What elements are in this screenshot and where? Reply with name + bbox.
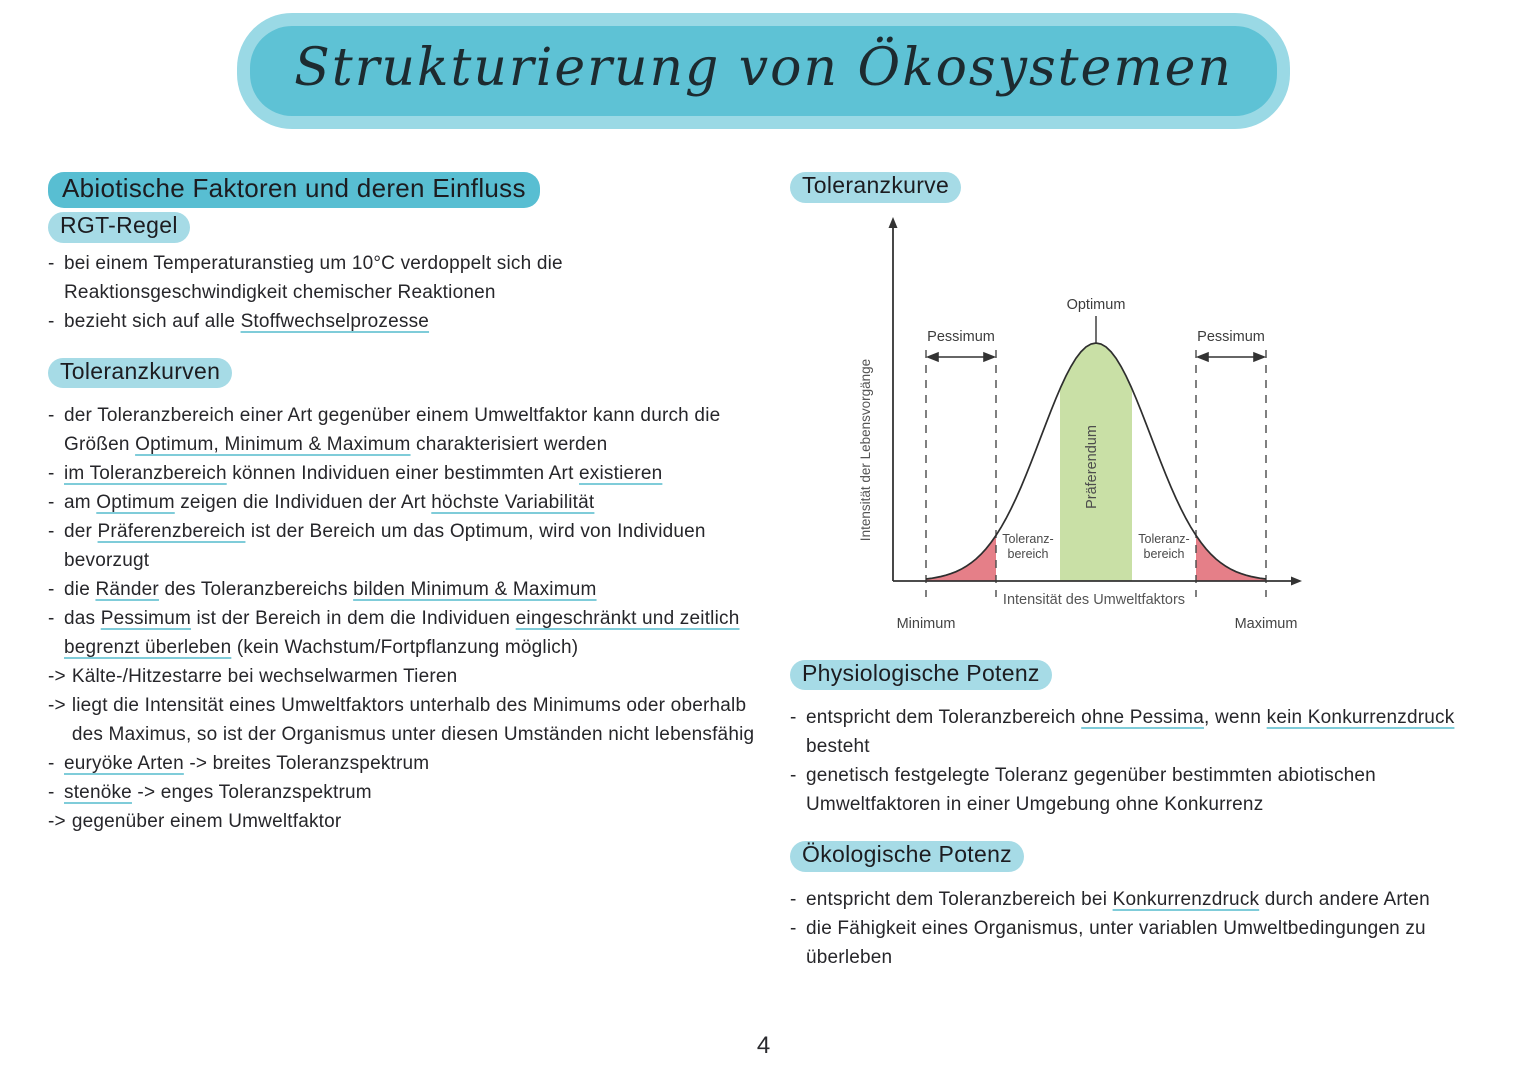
pessimum-fill-right <box>1196 335 1266 581</box>
bullet-marker: - <box>48 753 55 775</box>
bullet-marker: - <box>48 252 55 274</box>
page-title: Strukturierung von Ökosystemen <box>250 26 1277 116</box>
bullet-marker: - <box>48 608 55 630</box>
note-line <box>48 691 760 749</box>
note-text: bei einem Temperaturanstieg um 10°C verdoppelt sich die Reaktionsgeschwindigkeit chemischer Reaktionen <box>64 252 563 303</box>
note-line <box>48 778 760 807</box>
bullet-marker: -> <box>48 811 66 833</box>
note-line <box>790 703 1502 761</box>
toleranzbereich-label-right-line1: Toleranz- <box>1138 531 1190 546</box>
note-text: das Pessimum ist der Bereich in dem die Individuen eingeschränkt und zeitlich begrenzt überleben (kein Wachstum/Fortpflanzung möglich) <box>64 608 740 659</box>
pessimum-label-left: Pessimum <box>927 328 995 345</box>
note-line <box>48 307 760 336</box>
note-line <box>48 488 760 517</box>
x-axis-arrowhead <box>1291 576 1302 585</box>
note-list-rgt-regel <box>48 249 760 336</box>
note-text: der Präferenzbereich ist der Bereich um das Optimum, wird von Individuen bevorzugt <box>64 521 706 572</box>
section-heading-toleranzkurve: Toleranzkurve <box>790 172 961 203</box>
note-text: euryöke Arten -> breites Toleranzspektrum <box>64 753 430 775</box>
optimum-label: Optimum <box>1066 296 1126 313</box>
right-column <box>790 172 1502 972</box>
note-text: die Fähigkeit eines Organismus, unter variablen Umweltbedingungen zu überleben <box>806 917 1426 968</box>
page-number: 4 <box>756 1032 771 1059</box>
note-text: liegt die Intensität eines Umweltfaktors unterhalb des Minimums oder oberhalb des Maximus, so ist der Organismus unter diesen Umständen nicht lebensfähig <box>71 695 755 746</box>
note-list-physiologische-potenz <box>790 703 1502 819</box>
left-column <box>48 172 760 836</box>
bullet-marker: - <box>48 463 55 485</box>
section-physiologische-potenz <box>790 660 1502 820</box>
note-line <box>48 604 760 662</box>
bullet-marker: - <box>790 888 797 910</box>
page-header <box>0 26 1527 116</box>
subsection-heading-rgt-regel: RGT-Regel <box>48 212 190 243</box>
note-line <box>48 749 760 778</box>
note-line <box>790 761 1502 819</box>
pessimum-label-right: Pessimum <box>1197 328 1265 345</box>
bullet-marker: - <box>48 579 55 601</box>
note-line <box>790 885 1502 914</box>
minimum-label: Minimum <box>896 615 956 632</box>
note-text: stenöke -> enges Toleranzspektrum <box>64 782 372 804</box>
bullet-marker: - <box>48 521 55 543</box>
note-text: die Ränder des Toleranzbereichs bilden Minimum & Maximum <box>64 579 597 601</box>
tolerance-curve-diagram <box>848 205 1502 652</box>
y-axis-label: Intensität der Lebensvorgänge <box>858 358 873 541</box>
section-heading-abiotische-faktoren: Abiotische Faktoren und deren Einfluss <box>48 172 540 208</box>
note-line <box>48 807 760 836</box>
note-line <box>48 401 760 459</box>
arrowhead <box>1198 353 1208 361</box>
arrowhead <box>984 353 994 361</box>
bullet-marker: - <box>48 492 55 514</box>
note-text: genetisch festgelegte Toleranz gegenüber bestimmten abiotischen Umweltfaktoren in einer Umgebung ohne Konkurrenz <box>806 765 1376 816</box>
arrowhead <box>928 353 938 361</box>
toleranzbereich-label-right-line2: bereich <box>1143 546 1185 561</box>
section-toleranzkurven <box>48 336 760 837</box>
note-text: bezieht sich auf alle Stoffwechselprozesse <box>64 310 430 332</box>
note-line <box>48 459 760 488</box>
section-oekologische-potenz <box>790 819 1502 972</box>
bullet-marker: - <box>790 917 797 939</box>
y-axis-arrowhead <box>889 217 898 228</box>
note-line <box>48 249 760 307</box>
bullet-marker: - <box>48 310 55 332</box>
note-line <box>48 517 760 575</box>
praeferendum-label: Präferendum <box>1084 424 1100 509</box>
pessimum-fill-left <box>926 335 996 581</box>
bullet-marker: - <box>48 782 55 804</box>
note-line <box>790 914 1502 972</box>
arrowhead <box>1254 353 1264 361</box>
note-list-toleranzkurven <box>48 401 760 836</box>
bullet-marker: - <box>790 707 797 729</box>
note-list-oekologische-potenz <box>790 885 1502 972</box>
note-text: Kälte-/Hitzestarre bei wechselwarmen Tieren <box>71 666 458 688</box>
note-text: der Toleranzbereich einer Art gegenüber einem Umweltfaktor kann durch die Größen Optimum, Minimum & Maximum charakterisiert werden <box>64 405 721 456</box>
note-text: entspricht dem Toleranzbereich bei Konkurrenzdruck durch andere Arten <box>806 888 1430 910</box>
bullet-marker: -> <box>48 695 66 717</box>
note-text: am Optimum zeigen die Individuen der Art höchste Variabilität <box>64 492 595 514</box>
maximum-label: Maximum <box>1234 615 1298 632</box>
section-abiotische-faktoren <box>48 172 760 336</box>
toleranzbereich-label-left-line1: Toleranz- <box>1002 531 1054 546</box>
note-line <box>48 575 760 604</box>
x-axis-label: Intensität des Umweltfaktors <box>1002 591 1186 608</box>
toleranzbereich-label-left-line2: bereich <box>1007 546 1049 561</box>
tolerance-curve-svg <box>848 205 1328 647</box>
section-heading-oekologische-potenz: Ökologische Potenz <box>790 841 1024 872</box>
bullet-marker: - <box>48 405 55 427</box>
note-line <box>48 662 760 691</box>
note-text: entspricht dem Toleranzbereich ohne Pessima, wenn kein Konkurrenzdruck besteht <box>806 707 1455 758</box>
bullet-marker: -> <box>48 666 66 688</box>
section-heading-physiologische-potenz: Physiologische Potenz <box>790 660 1052 691</box>
note-text: gegenüber einem Umweltfaktor <box>71 811 342 833</box>
note-text: im Toleranzbereich können Individuen einer bestimmten Art existieren <box>64 463 663 485</box>
section-heading-toleranzkurven: Toleranzkurven <box>48 358 232 389</box>
bullet-marker: - <box>790 765 797 787</box>
